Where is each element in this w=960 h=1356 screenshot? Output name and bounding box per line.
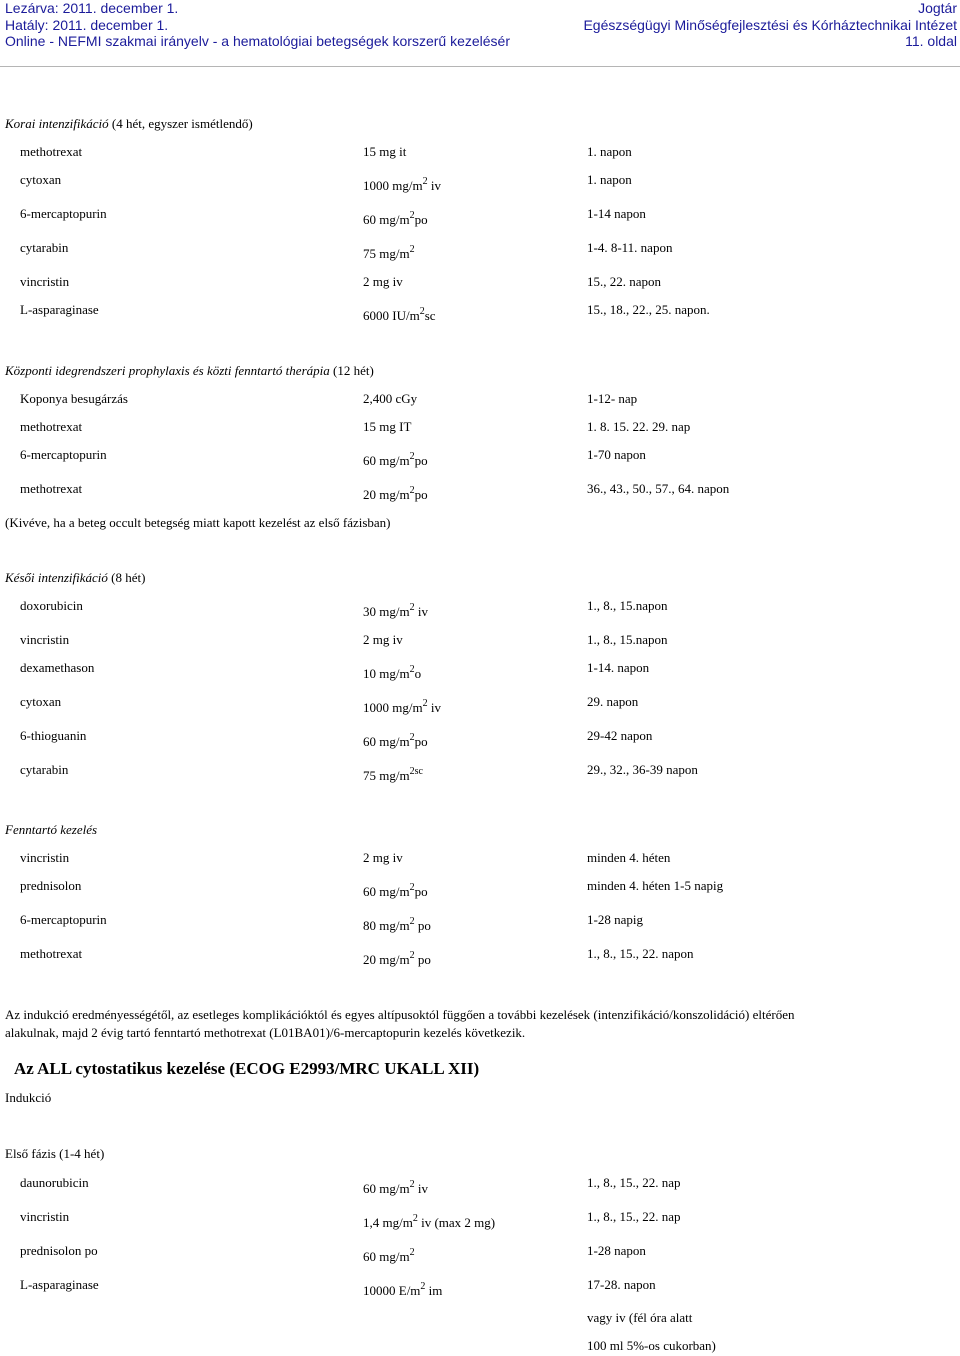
schedule: 15., 22. napon: [587, 274, 662, 289]
dose-superscript: 2: [420, 1281, 426, 1292]
schedule: 1-4. 8-11. napon: [587, 240, 673, 255]
drug-name: vincristin: [20, 274, 70, 289]
dose-value: 2 mg iv: [363, 632, 403, 647]
section-title-suffix: (8 hét): [111, 570, 146, 585]
table-row: [0, 144, 960, 164]
dose-route: sc: [424, 308, 436, 323]
drug-name: methotrexat: [20, 419, 83, 434]
dose: [363, 178, 441, 194]
schedule: 1. 8. 15. 22. 29. nap: [587, 419, 691, 434]
section-title-text: Központi idegrendszeri prophylaxis és közti fenntartó therápia: [5, 363, 330, 378]
dose: [363, 274, 403, 290]
dose-superscript: 2: [412, 1213, 418, 1224]
drug-name: cytarabin: [20, 762, 69, 777]
drug-name: 6-mercaptopurin: [20, 912, 107, 927]
dose-superscript: 2: [422, 698, 428, 709]
table-row: [0, 481, 960, 501]
dose-superscript: 2: [409, 916, 415, 927]
dose-route: im: [425, 1283, 443, 1298]
dose-value: 15 mg IT: [363, 419, 412, 434]
dose-superscript: 2: [409, 451, 415, 462]
table-row: [0, 419, 960, 439]
drug-name: L-asparaginase: [20, 1277, 99, 1292]
dose-route: o: [414, 666, 422, 681]
dose-route: iv: [414, 1181, 428, 1196]
section-note: (Kivéve, ha a beteg occult betegség miatt kapott kezelést az első fázisban): [5, 515, 391, 530]
drug-name: dexamethason: [20, 660, 95, 675]
drug-name: prednisolon po: [20, 1243, 98, 1258]
drug-name: 6-mercaptopurin: [20, 206, 107, 221]
summary-paragraph: Az indukció eredményességétől, az esetleges komplikációktól és egyes altípusoktól függően a további kezelések (intenzifikáció/konszolidáció) eltérően alakulnak, majd 2 évig tartó fenntartó methotrexat (L01BA01)/6-mercaptopurin kezelés következik.: [5, 1007, 795, 1040]
dose-superscript: 2: [409, 882, 415, 893]
section-title-suffix: (12 hét): [333, 363, 374, 378]
dose-route: iv: [427, 178, 441, 193]
table-row: [0, 274, 960, 294]
dose-value: 60 mg/m: [363, 1181, 410, 1196]
dose: [363, 453, 428, 469]
schedule: 29. napon: [587, 694, 639, 709]
header-source: Jogtár: [918, 0, 957, 16]
dose-superscript: 2: [409, 664, 415, 675]
dose-superscript: 2: [409, 485, 415, 496]
drug-name: 6-thioguanin: [20, 728, 87, 743]
dose-superscript: 2: [409, 732, 415, 743]
schedule: 1-12- nap: [587, 391, 638, 406]
phase1-title: Első fázis (1-4 hét): [5, 1146, 105, 1161]
table-row: [0, 946, 960, 966]
schedule: 1., 8., 15.napon: [587, 598, 668, 613]
section-title-suffix: (4 hét, egyszer ismétlendő): [111, 116, 253, 131]
schedule: 29., 32., 36-39 napon: [587, 762, 698, 777]
dose: [363, 1249, 415, 1265]
dose: [363, 768, 423, 784]
table-row: [0, 878, 960, 898]
dose-value: 20 mg/m: [363, 487, 410, 502]
dose: [363, 952, 431, 968]
section-title: [5, 116, 253, 132]
dose: [363, 666, 421, 682]
schedule: 1., 8., 15.napon: [587, 632, 668, 647]
dose-value: 2 mg iv: [363, 850, 403, 865]
dose-value: 1000 mg/m: [363, 178, 423, 193]
dose: [363, 632, 403, 648]
dose-superscript: 2sc: [409, 766, 423, 777]
dose-superscript: 2: [409, 244, 415, 255]
table-row: [0, 850, 960, 870]
table-row: [0, 302, 960, 322]
dose-value: 2 mg iv: [363, 274, 403, 289]
dose-route: po: [414, 212, 428, 227]
table-row: [0, 391, 960, 411]
phase1-note-line1: vagy iv (fél óra alatt: [587, 1310, 693, 1325]
dose-value: 60 mg/m: [363, 1249, 410, 1264]
schedule: 1-70 napon: [587, 447, 646, 462]
table-row: [0, 1277, 960, 1297]
drug-name: methotrexat: [20, 481, 83, 496]
table-row: [0, 1175, 960, 1195]
header-institute: Egészségügyi Minőségfejlesztési és Kórháztechnikai Intézet: [583, 17, 957, 33]
dose: [363, 391, 417, 407]
header-effective-date: Hatály: 2011. december 1.: [5, 17, 169, 33]
drug-name: methotrexat: [20, 144, 83, 159]
dose-value: 20 mg/m: [363, 952, 410, 967]
dose-route: po: [414, 453, 428, 468]
dose-superscript: 2: [419, 306, 425, 317]
dose-value: 15 mg it: [363, 144, 407, 159]
dose: [363, 1181, 428, 1197]
page-header: [0, 0, 960, 67]
dose-value: 60 mg/m: [363, 453, 410, 468]
schedule: 1. napon: [587, 144, 632, 159]
drug-name: vincristin: [20, 1209, 70, 1224]
dose: [363, 734, 428, 750]
schedule: 36., 43., 50., 57., 64. napon: [587, 481, 730, 496]
drug-name: daunorubicin: [20, 1175, 89, 1190]
schedule: 1-28 napon: [587, 1243, 646, 1258]
section-title: [5, 570, 145, 586]
table-row: [0, 694, 960, 714]
dose-route: iv (max 2 mg): [417, 1215, 496, 1230]
section-title-text: Fenntartó kezelés: [5, 822, 98, 837]
dose-superscript: 2: [422, 176, 428, 187]
dose-route: iv: [414, 604, 428, 619]
dose-value: 1000 mg/m: [363, 700, 423, 715]
dose-superscript: 2: [409, 1179, 415, 1190]
table-row: [0, 1243, 960, 1263]
schedule: 1., 8., 15., 22. nap: [587, 1175, 681, 1190]
dose: [363, 1283, 442, 1299]
schedule: 1., 8., 15., 22. nap: [587, 1209, 681, 1224]
header-document-title: Online - NEFMI szakmai irányelv - a hematológiai betegségek korszerű kezelésér: [5, 33, 510, 49]
drug-name: cytarabin: [20, 240, 69, 255]
section-title: [5, 822, 97, 838]
dose: [363, 700, 441, 716]
schedule: 15., 18., 22., 25. napon.: [587, 302, 710, 317]
dose-value: 6000 IU/m: [363, 308, 420, 323]
table-row: [0, 762, 960, 782]
dose-value: 10 mg/m: [363, 666, 410, 681]
section-title-text: Késői intenzifikáció: [5, 570, 108, 585]
dose: [363, 1215, 495, 1231]
table-row: [0, 660, 960, 680]
table-row: [0, 172, 960, 192]
schedule: 1-14. napon: [587, 660, 650, 675]
dose: [363, 308, 436, 324]
dose-value: 60 mg/m: [363, 734, 410, 749]
dose: [363, 419, 411, 435]
dose: [363, 850, 403, 866]
table-row: [0, 598, 960, 618]
dose-value: 60 mg/m: [363, 212, 410, 227]
drug-name: Koponya besugárzás: [20, 391, 128, 406]
dose-value: 75 mg/m: [363, 246, 410, 261]
dose-superscript: 2: [409, 1247, 415, 1258]
header-closed-date: Lezárva: 2011. december 1.: [5, 0, 179, 16]
dose-route: po: [414, 952, 431, 967]
schedule: 1. napon: [587, 172, 632, 187]
table-row: [0, 632, 960, 652]
table-row: [0, 912, 960, 932]
schedule: 1., 8., 15., 22. napon: [587, 946, 694, 961]
dose-value: 30 mg/m: [363, 604, 410, 619]
dose: [363, 246, 415, 262]
dose-superscript: 2: [409, 602, 415, 613]
dose-superscript: 2: [409, 950, 415, 961]
drug-name: cytoxan: [20, 694, 62, 709]
dose: [363, 212, 428, 228]
dose-route: po: [414, 487, 428, 502]
dose-route: po: [414, 734, 428, 749]
table-row: [0, 1209, 960, 1229]
schedule: 17-28. napon: [587, 1277, 656, 1292]
section-heading: Az ALL cytostatikus kezelése (ECOG E2993/MRC UKALL XII): [14, 1059, 480, 1078]
drug-name: 6-mercaptopurin: [20, 447, 107, 462]
table-row: [0, 206, 960, 226]
dose-route: po: [414, 884, 428, 899]
schedule: minden 4. héten 1-5 napig: [587, 878, 724, 893]
table-row: [0, 240, 960, 260]
phase1-note-line2: 100 ml 5%-os cukorban): [587, 1338, 716, 1353]
dose-value: 80 mg/m: [363, 918, 410, 933]
dose-value: 60 mg/m: [363, 884, 410, 899]
table-row: [0, 447, 960, 467]
schedule: minden 4. héten: [587, 850, 671, 865]
table-row: [0, 728, 960, 748]
dose-value: 2,400 cGy: [363, 391, 418, 406]
dose: [363, 604, 428, 620]
dose: [363, 884, 428, 900]
schedule: 1-14 napon: [587, 206, 646, 221]
drug-name: prednisolon: [20, 878, 82, 893]
drug-name: vincristin: [20, 632, 70, 647]
dose-value: 10000 E/m: [363, 1283, 421, 1298]
header-page-number: 11. oldal: [905, 33, 957, 49]
dose-route: iv: [427, 700, 441, 715]
drug-name: cytoxan: [20, 172, 62, 187]
dose-route: po: [414, 918, 431, 933]
dose-value: 1,4 mg/m: [363, 1215, 413, 1230]
drug-name: doxorubicin: [20, 598, 83, 613]
section-title-text: Korai intenzifikáció: [5, 116, 109, 131]
induction-label: Indukció: [5, 1090, 52, 1105]
dose: [363, 144, 406, 160]
section-title: [5, 363, 374, 379]
dose: [363, 918, 431, 934]
schedule: 1-28 napig: [587, 912, 643, 927]
dose: [363, 487, 428, 503]
drug-name: L-asparaginase: [20, 302, 99, 317]
drug-name: vincristin: [20, 850, 70, 865]
dose-value: 75 mg/m: [363, 768, 410, 783]
drug-name: methotrexat: [20, 946, 83, 961]
schedule: 29-42 napon: [587, 728, 653, 743]
dose-superscript: 2: [409, 210, 415, 221]
